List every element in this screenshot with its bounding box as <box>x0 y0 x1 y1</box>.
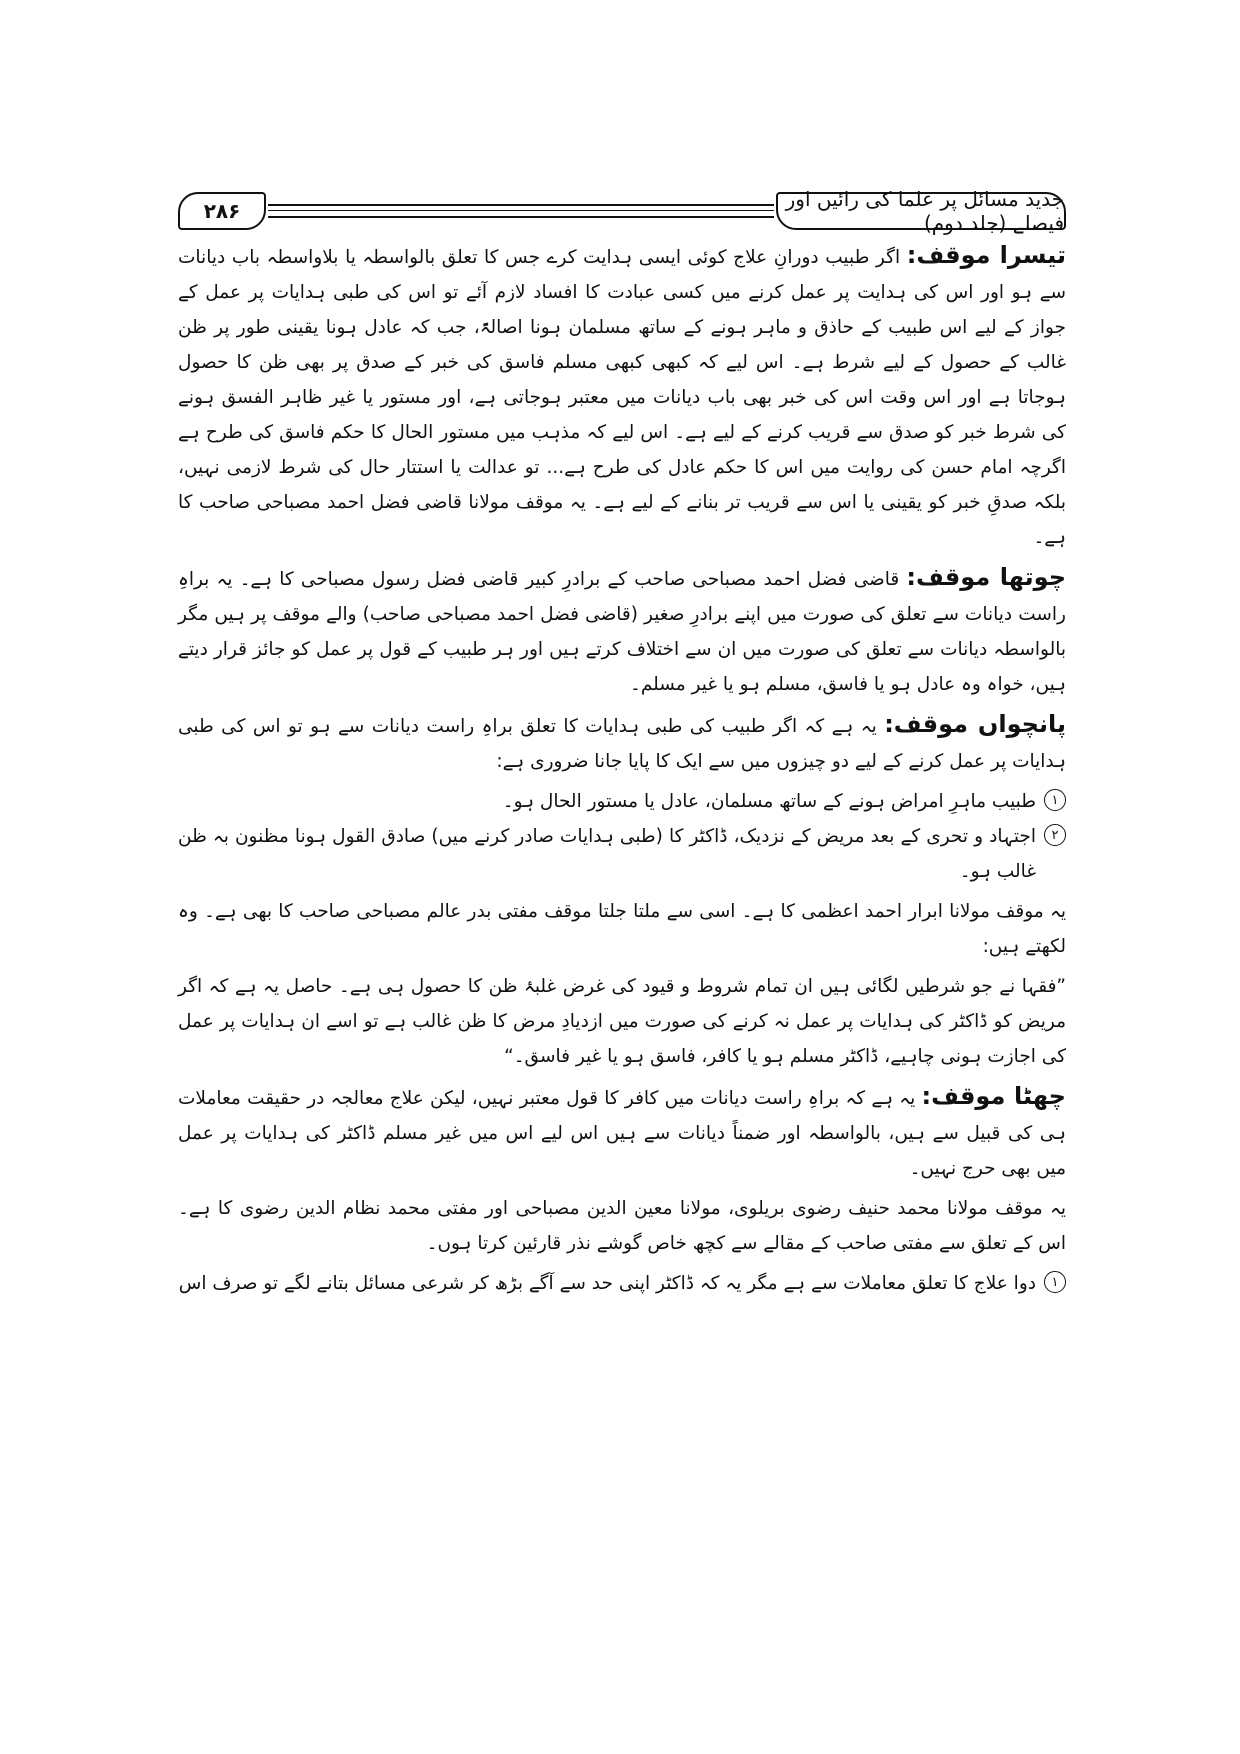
third-position-text: اگر طبیب دورانِ علاج کوئی ایسی ہدایت کرے جس کا تعلق بالواسطہ یا بلاواسطہ باب دیانات سے ہو اور اس کی ہدایت پر عمل کرنے میں کسی عبادت کا افساد لازم آئے تو اس کی طبی ہدایات پر عمل کے جواز کے لیے اس طبیب کے حاذق و ماہر ہونے کے ساتھ مسلمان ہونا اصالۃً، جب کہ عادل ہونا یقینی طور پر ظن غالب کے حصول کے لیے شرط ہے۔ اس لیے کہ کبھی کبھی مسلم فاسق کی خبر کے صدق پر بھی ظن کا حصول ہوجاتا ہے اور اس وقت اس کی خبر بھی باب دیانات میں معتبر ہوجاتی ہے، اور مستور یا غیر ظاہر الفسق ہونے کی شرط خبر کو صدق سے قریب کرنے کے لیے ہے۔ اس لیے کہ مذہب میں مستور الحال کا حکم فاسق کی طرح ہے اگرچہ امام حسن کی روایت میں اس کا حکم عادل کی طرح ہے... تو عدالت یا استتار حال کی شرط لازمی نہیں، بلکہ صدقِ خبر کو یقینی یا اس سے قریب تر بنانے کے لیے ہے۔ یہ موقف مولانا قاضی فضل احمد مصباحی صاحب کا ہے۔ <box>178 247 1066 548</box>
fifth-position-attribution: یہ موقف مولانا ابرار احمد اعظمی کا ہے۔ اسی سے ملتا جلتا موقف مفتی بدر عالم مصباحی صاحب کا بھی ہے۔ وہ لکھتے ہیں: <box>178 901 1066 957</box>
page-number: ۲۸۶ <box>178 192 266 230</box>
sixth-position-text: یہ ہے کہ براہِ راست دیانات میں کافر کا قول معتبر نہیں، لیکن علاج معالجہ در حقیقت معاملات ہی کی قبیل سے ہیں، بالواسطہ اور ضمناً دیانات سے ہیں اس لیے اس میں غیر مسلم ڈاکٹر کی ہدایات پر عمل میں بھی حرج نہیں۔ <box>178 1088 1066 1179</box>
list-item-text: طبیب ماہرِ امراض ہونے کے ساتھ مسلمان، عادل یا مستور الحال ہو۔ <box>502 791 1036 812</box>
fourth-position-text: قاضی فضل احمد مصباحی صاحب کے برادرِ کبیر قاضی فضل رسول مصباحی کا ہے۔ یہ براہِ راست دیانات سے تعلق کی صورت میں اپنے برادرِ صغیر (قاضی فضل احمد مصباحی صاحب) والے موقف پر ہیں مگر بالواسطہ دیانات سے تعلق کی صورت میں ان سے اختلاف کرتے ہیں اور ہر طبیب کے قول پر عمل کو جائز قرار دیتے ہیں، خواہ وہ عادل ہو یا فاسق، مسلم ہو یا غیر مسلم۔ <box>178 569 1066 695</box>
list-item-text: دوا علاج کا تعلق معاملات سے ہے مگر یہ کہ ڈاکٹر اپنی حد سے آگے بڑھ کر شرعی مسائل بتانے لگے تو صرف اس <box>178 1273 1036 1294</box>
page-body <box>178 238 1066 1428</box>
sixth-position-heading: چھٹا موقف: <box>921 1082 1066 1110</box>
header-rule <box>268 216 774 218</box>
fifth-position-text: یہ ہے کہ اگر طبیب کی طبی ہدایات کا تعلق براہِ راست دیانات سے ہو تو اس کی طبی ہدایات پر عمل کرنے کے لیے دو چیزوں میں سے ایک کا پایا جانا ضروری ہے: <box>178 716 1066 772</box>
sixth-position-attribution: یہ موقف مولانا محمد حنیف رضوی بریلوی، مولانا معین الدین مصباحی اور مفتی محمد نظام الدین رضوی کا ہے۔ اس کے تعلق سے مفتی صاحب کے مقالے سے کچھ خاص گوشے نذر قارئین کرتا ہوں۔ <box>178 1198 1066 1254</box>
fifth-position-heading: پانچواں موقف: <box>884 710 1067 738</box>
quotation: ”فقہا نے جو شرطیں لگائی ہیں ان تمام شروط و قیود کی غرض غلبۂ ظن کا حصول ہی ہے۔ حاصل یہ ہے کہ اگر مریض کو ڈاکٹر کی ہدایات پر عمل نہ کرنے کی صورت میں ازدیادِ مرض کا ظن غالب ہے تو اسے ان ہدایات پر عمل کی اجازت ہونی چاہیے، ڈاکٹر مسلم ہو یا کافر، فاسق ہو یا غیر فاسق۔“ <box>178 976 1066 1067</box>
list-item <box>178 819 1066 889</box>
header-rule <box>268 204 774 206</box>
page-header <box>178 187 1066 236</box>
third-position-heading: تیسرا موقف: <box>906 241 1067 269</box>
list-number: ۱ <box>1044 1271 1066 1293</box>
fifth-position-paragraph <box>178 707 1066 779</box>
list-item-text: اجتہاد و تحری کے بعد مریض کے نزدیک، ڈاکٹر کا (طبی ہدایات صادر کرنے میں) صادق القول ہونا مظنون بہ ظن غالب ہو۔ <box>178 826 1036 882</box>
list-item <box>178 1266 1066 1301</box>
book-title: جدید مسائل پر علما کی رائیں اور فیصلے (جلد دوم) <box>776 192 1066 230</box>
list-item <box>178 784 1066 819</box>
header-rule <box>268 210 774 211</box>
fourth-position-paragraph <box>178 560 1066 702</box>
sixth-position-paragraph <box>178 1079 1066 1186</box>
list-number: ۱ <box>1044 789 1066 811</box>
third-position-paragraph <box>178 238 1066 555</box>
fourth-position-heading: چوتھا موقف: <box>906 563 1066 591</box>
list-number: ۲ <box>1044 824 1066 846</box>
